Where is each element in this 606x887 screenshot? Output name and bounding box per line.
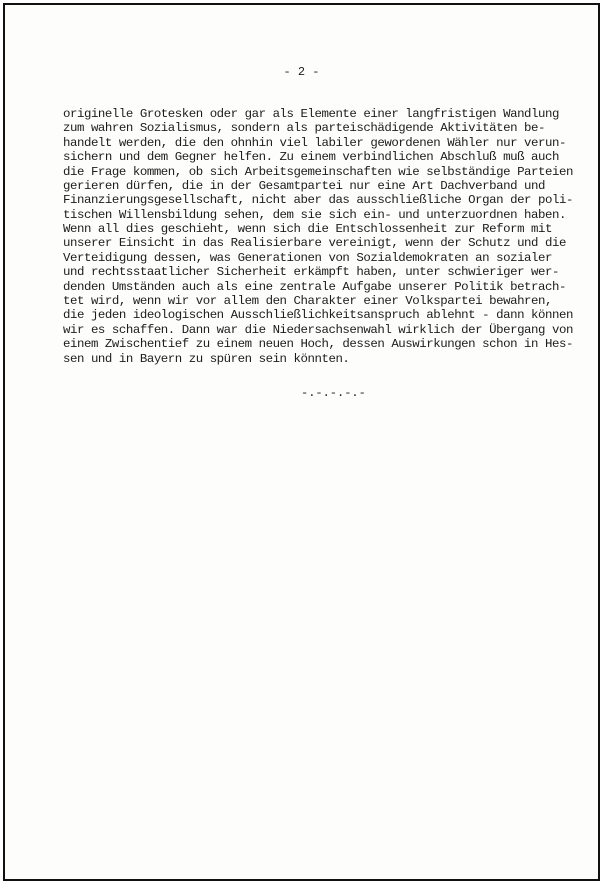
text-line: tet wird, wenn wir vor allem den Charakter einer Volkspartei bewahren,: [63, 293, 552, 308]
text-line: Wenn all dies geschieht, wenn sich die Entschlossenheit zur Reform mit: [63, 222, 552, 236]
paragraph-2: [63, 222, 573, 366]
text-line: handelt werden, die den ohnhin viel labiler gewordenen Wähler nur verun-: [63, 135, 566, 150]
text-line: und rechtsstaatlicher Sicherheit erkämpft haben, unter schwieriger wer-: [63, 265, 559, 280]
text-line: wir es schaffen. Dann war die Niedersachsenwahl wirklich der Übergang von: [63, 322, 573, 337]
section-separator: -.-.-.-.-: [301, 386, 366, 400]
text-line: tischen Willensbildung sehen, dem sie sich ein- und unterzuordnen haben.: [63, 207, 566, 222]
text-line: unserer Einsicht in das Realisierbare vereinigt, wenn der Schutz und die: [63, 236, 566, 251]
text-line: sen und in Bayern zu spüren sein könnten.: [63, 351, 350, 366]
text-line: denden Umständen auch als eine zentrale Aufgabe unserer Politik betrach-: [63, 279, 566, 294]
text-line: zum wahren Sozialismus, sondern als parteischädigende Aktivitäten be-: [63, 121, 546, 136]
text-line: die Frage kommen, ob sich Arbeitsgemeinschaften wie selbständige Parteien: [63, 164, 573, 179]
text-line: Finanzierungsgesellschaft, nicht aber das ausschließliche Organ der poli-: [63, 193, 573, 208]
text-line: gerieren dürfen, die in der Gesamtpartei nur eine Art Dachverband und: [63, 178, 546, 193]
paragraph-1: [63, 107, 573, 222]
page-frame: [3, 3, 600, 881]
text-line: sichern und dem Gegner helfen. Zu einem verbindlichen Abschluß muß auch: [63, 150, 559, 165]
text-line: originelle Grotesken oder gar als Elemente einer langfristigen Wandlung: [63, 107, 559, 121]
text-line: Verteidigung dessen, was Generationen von Sozialdemokraten an sozialer: [63, 250, 552, 265]
text-line: die jeden ideologischen Ausschließlichkeitsanspruch ablehnt - dann können: [63, 308, 573, 323]
text-line: einem Zwischentief zu einem neuen Hoch, dessen Auswirkungen schon in Hes-: [63, 337, 573, 352]
page-number: - 2 -: [283, 65, 320, 79]
